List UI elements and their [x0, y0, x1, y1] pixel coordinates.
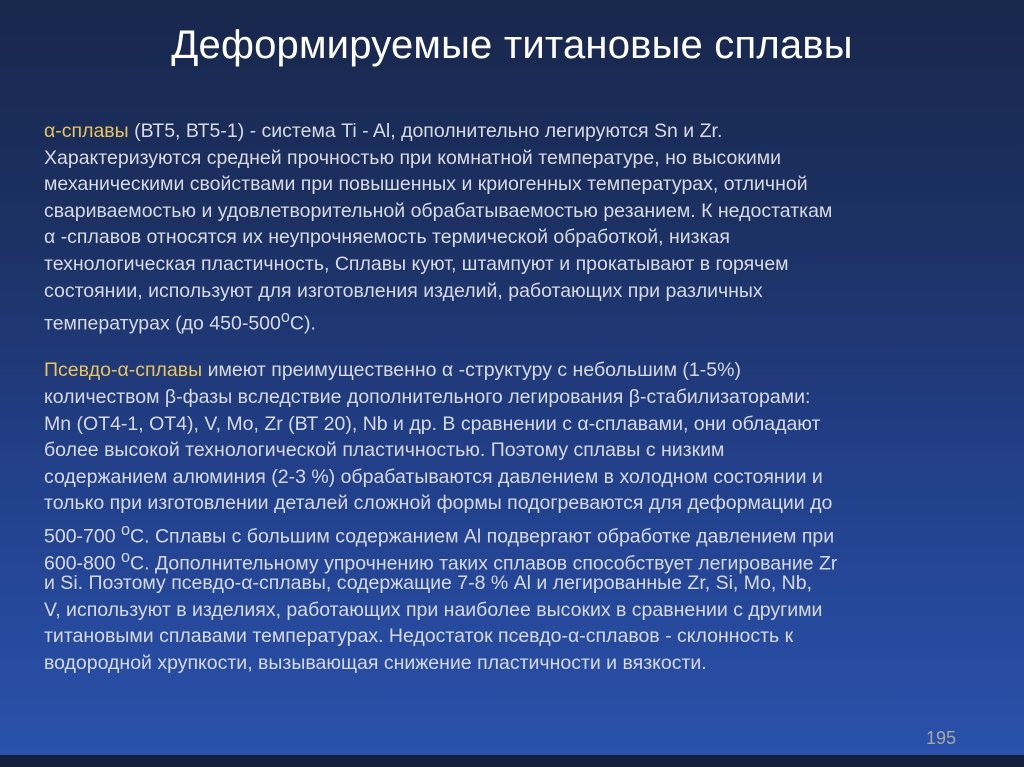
pseudo-alpha-alloys-term: Псевдо-α-сплавы — [44, 359, 203, 382]
para1-line-6: технологическая пластичность, Сплавы куют, штампуют и прокатывают в горячем — [44, 252, 789, 275]
para2-line-1 — [44, 357, 984, 384]
para2-line-12: водородной хрупкости, вызывающая снижение пластичности и вязкости. — [44, 651, 707, 674]
bottom-band — [0, 755, 1024, 767]
para1-line-1 — [44, 118, 984, 145]
para2-line-6: только при изготовлении деталей сложной формы подогреваются для деформации до — [44, 492, 833, 515]
page-number: 195 — [926, 728, 957, 748]
para1-line-5: α -сплавов относятся их неупрочняемость термической обработкой, низкая — [44, 226, 730, 249]
para2-line-8-end: С. Дополнительному упрочнению таких сплавов способствует легирование Zr — [130, 552, 838, 574]
degree-mark: о — [120, 547, 131, 566]
para2-line-7-end: С. Сплавы с большим содержанием Al подвергают обработке давлением при — [130, 525, 835, 548]
degree-mark: о — [120, 520, 131, 539]
para2-line-11: титановыми сплавами температурах. Недостаток псевдо-α-сплавов - склонность к — [44, 625, 794, 648]
para2-line-10: V, используют в изделиях, работающих при наиболее высоких в сравнении с другими — [44, 598, 823, 621]
para2-line-3: Mn (ОТ4-1, ОТ4), V, Mo, Zr (ВТ 20), Nb и др. В сравнении с α-сплавами, они обладают — [44, 412, 821, 435]
para1-line-2: Характеризуются средней прочностью при комнатной температуре, но высокими — [44, 146, 782, 169]
para2-line-8-start: 600-800 — [44, 552, 121, 574]
para2-line-9: и Si. Поэтому псевдо-α-сплавы, содержащие 7-8 % Al и легированные Zr, Si, Mo, Nb, — [44, 572, 813, 595]
para2-line-4: более высокой технологической пластичностью. Поэтому сплавы с низким — [44, 439, 725, 462]
para1-line-8-text: температурах (до 450-500 — [44, 312, 281, 335]
para2-line-2: количеством β-фазы вследствие дополнительного легирования β-стабилизаторами: — [44, 385, 811, 408]
para2-line-5: содержанием алюминия (2-3 %) обрабатываются давлением в холодном состоянии и — [44, 465, 823, 488]
degree-mark: о — [280, 308, 290, 327]
para2-line-8 — [44, 544, 984, 574]
para2-line-7-start: 500-700 — [44, 525, 121, 548]
para2-line-1-text: имеют преимущественно α -структуру с небольшим (1-5%) — [202, 359, 741, 382]
para1-line-1-text: (ВТ5, ВТ5-1) - система Ti - Al, дополнительно легируются Sn и Zr. — [128, 120, 723, 142]
para1-line-8 — [44, 304, 984, 335]
slide-title: Деформируемые титановые сплавы — [171, 23, 853, 67]
para1-line-3: механическими свойствами при повышенных и криогенных температурах, отличной — [44, 173, 808, 196]
para1-line-4: свариваемостью и удовлетворительной обрабатываемостью резанием. К недостаткам — [44, 199, 833, 222]
para1-line-7: состоянии, используют для изготовления изделий, работающих при различных — [44, 279, 763, 302]
alpha-alloys-term: α-сплавы — [44, 120, 129, 142]
para2-line-7 — [44, 517, 984, 548]
para1-line-8-end: С). — [289, 312, 316, 335]
slide-body — [44, 118, 984, 676]
